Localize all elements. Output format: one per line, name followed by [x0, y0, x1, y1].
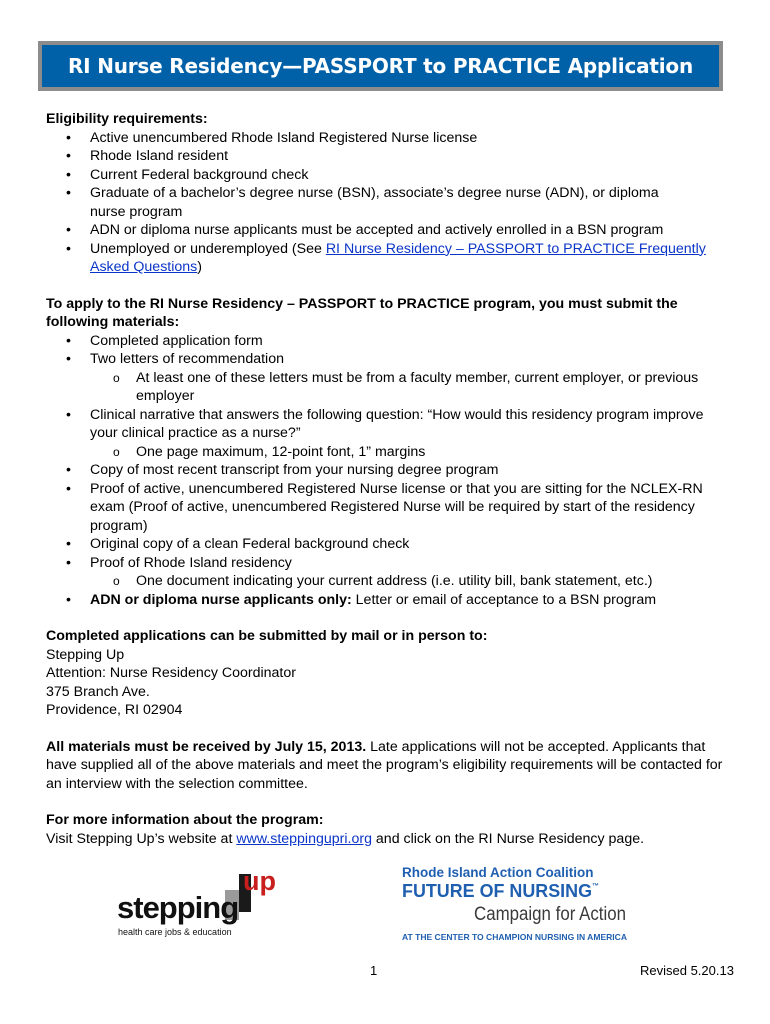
list-item: • Two letters of recommendation	[46, 350, 726, 369]
title-banner	[38, 41, 723, 91]
apply-heading: To apply to the RI Nurse Residency – PASSPORT to PRACTICE program, you must submit the following materials:	[46, 295, 678, 330]
logo-center-text: AT THE CENTER TO CHAMPION NURSING IN AMERICA	[402, 932, 627, 942]
list-item: • Original copy of a clean Federal background check	[46, 535, 726, 554]
address-line: Providence, RI 02904	[46, 702, 183, 718]
address-line: Attention: Nurse Residency Coordinator	[46, 665, 296, 681]
list-item: • Copy of most recent transcript from your nursing degree program	[46, 461, 726, 480]
website-link[interactable]: www.steppingupri.org	[236, 830, 372, 847]
page-number: 1	[370, 963, 378, 978]
logo-tm: ™	[592, 883, 599, 890]
deadline-paragraph	[46, 738, 726, 794]
list-item: • Completed application form	[46, 332, 726, 351]
faq-link[interactable]: RI Nurse Residency – PASSPORT to PRACTICE Frequently Asked Questions	[90, 240, 706, 275]
list-item: • ADN or diploma nurse applicants must be accepted and actively enrolled in a BSN program	[46, 221, 726, 240]
logo-stepping-text: stepping	[117, 890, 239, 925]
list-item: • Clinical narrative that answers the following question: “How would this residency program improve your clinical practice as a nurse?”	[46, 406, 726, 443]
list-item: • Rhode Island resident	[46, 147, 726, 166]
deadline-text: Late applications will not be accepted. Applicants that have supplied all of the above materials and meet the program’s eligibility requirements will be contacted for an interview with the selection committee.	[46, 738, 723, 792]
revision-date: Revised 5.20.13	[640, 963, 734, 978]
list-item: • Proof of active, unencumbered Registered Nurse license or that you are sitting for the NCLEX-RN exam (Proof of active, unencumbered Registered Nurse will be required by start of the residency program)	[46, 480, 726, 536]
sub-list-item: o At least one of these letters must be from a faculty member, current employer, or previous employer	[46, 369, 726, 406]
stepping-up-logo	[117, 868, 287, 943]
more-info-text: Visit Stepping Up’s website at	[46, 830, 237, 847]
list-item: • Proof of Rhode Island residency	[46, 554, 726, 573]
submit-heading: Completed applications can be submitted by mail or in person to:	[46, 628, 488, 644]
list-item-text: Unemployed or underemployed (See	[90, 240, 326, 257]
list-item: • Graduate of a bachelor’s degree nurse (BSN), associate’s degree nurse (ADN), or diploma nurse program	[46, 184, 726, 221]
deadline-bold: All materials must be received by July 15, 2013.	[46, 738, 367, 755]
document-body	[46, 110, 726, 848]
ri-action-coalition-logo	[400, 864, 640, 944]
logo-future-text: FUTURE OF NURSING	[402, 881, 592, 901]
list-item-text: )	[197, 259, 202, 275]
sub-list-item: o One document indicating your current address (i.e. utility bill, bank statement, etc.)	[46, 572, 726, 591]
list-item: • Current Federal background check	[46, 166, 726, 185]
eligibility-list	[46, 129, 726, 277]
list-item	[46, 591, 726, 610]
more-info-line	[46, 830, 726, 849]
list-item-text: Letter or email of acceptance to a BSN program	[351, 591, 657, 608]
page-title: RI Nurse Residency—PASSPORT to PRACTICE Application	[67, 54, 694, 78]
address-line: 375 Branch Ave.	[46, 683, 150, 700]
logo-coalition-text: Rhode Island Action Coalition	[402, 865, 594, 880]
eligibility-heading: Eligibility requirements:	[46, 111, 208, 127]
logo-campaign-text: Campaign for Action	[474, 904, 626, 925]
sub-list-item: o One page maximum, 12-point font, 1” margins	[46, 443, 726, 462]
list-item: • Active unencumbered Rhode Island Registered Nurse license	[46, 129, 726, 148]
list-item	[46, 240, 726, 277]
more-info-text: and click on the RI Nurse Residency page.	[371, 830, 645, 847]
logo-up-text: up	[243, 868, 276, 896]
more-info-heading: For more information about the program:	[46, 812, 324, 828]
logo-tagline: health care jobs & education	[118, 927, 232, 937]
materials-list	[46, 332, 726, 610]
address-line: Stepping Up	[46, 646, 125, 663]
list-item-bold: ADN or diploma nurse applicants only:	[90, 591, 352, 608]
